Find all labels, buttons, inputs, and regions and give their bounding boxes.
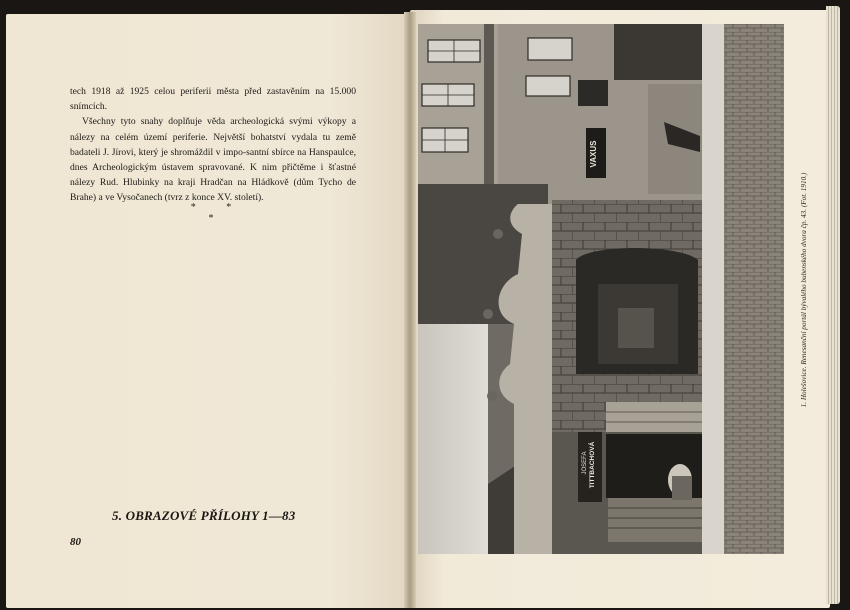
page-number: 80 [70,536,81,548]
book-gutter [404,12,416,608]
photograph-illustration [418,24,784,554]
body-text [70,84,356,206]
vaxus-sign: VAXUS [589,140,598,168]
section-separator: * * * [190,202,246,224]
shop-sign-line1: JOSEFA [582,451,588,475]
photo-caption: 1. Holešovice. Renesanční portál bývalého bubenského dvora čp. 43. (Fot. 1910.) [800,172,808,408]
section-heading: 5. OBRAZOVÉ PŘÍLOHY 1—83 [112,508,296,523]
shop-sign-line2: TITTBACHOVÁ [589,441,596,489]
photograph [418,24,784,554]
paragraph-2: Všechny tyto snahy doplňuje věda archeologická svými výkopy a nálezy na celém území periferie. Největší bohatství vydala tu země badateli J. Jírovi, který je shromáždil v impo-santní sbírce na Hanspaulce, dnes Archeologickým ústavem spravované. K nim přičtěme i šťastné nálezy Rud. Hlubinky na kraji Hradčan na Hládkově (dům Tycho de Brahe) a ve Vysočanech (tvrz z konce XV. století). [70,116,356,204]
paragraph-1: tech 1918 až 1925 celou periferii města před zastavěním na 15.000 snímcích. [70,86,356,113]
page-edges [826,6,840,604]
